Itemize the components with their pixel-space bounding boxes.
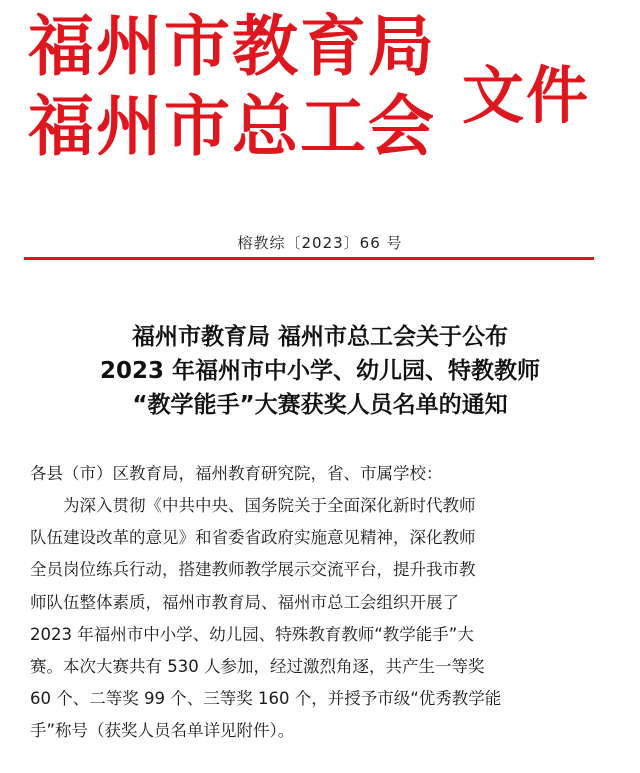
document-number: 榕教综〔2023〕66 号 [237, 234, 403, 252]
salutation: 各县（市）区教育局，福州教育研究院，省、市属学校： [30, 464, 443, 483]
body-line: 师队伍整体素质，福州市教育局、福州市总工会组织开展了 [30, 592, 459, 612]
issuer-education-bureau: 福州市教育局 [28, 7, 436, 85]
body-line: 为深入贯彻《中共中央、国务院关于全面深化新时代教师 [63, 496, 476, 515]
body-line: 全员岗位练兵行动，搭建教师教学展示交流平台，提升我市教 [30, 560, 476, 580]
body-line: 队伍建设改革的意见》和省委省政府实施意见精神，深化教师 [30, 528, 476, 548]
issuer-trade-union: 福州市总工会 [28, 87, 436, 165]
red-divider-line [24, 257, 594, 260]
body-paragraph [30, 490, 610, 748]
title-line: 2023 年福州市中小学、幼儿园、特教教师 [99, 358, 541, 384]
title-line: “教学能手”大赛获奖人员名单的通知 [132, 392, 508, 418]
document-title [0, 320, 640, 422]
body-line: 手”称号（获奖人员名单详见附件）。 [30, 721, 295, 741]
title-line: 福州市教育局 福州市总工会关于公布 [131, 324, 508, 350]
body-line: 60 个、二等奖 99 个、三等奖 160 个，并授予市级“优秀教学能 [30, 689, 502, 709]
document-type-label: 文件 [462, 59, 591, 132]
body-line: 2023 年福州市中小学、幼儿园、特殊教育教师“教学能手”大 [30, 624, 474, 644]
body-line: 赛。本次大赛共有 530 人参加，经过激烈角逐，共产生一等奖 [30, 657, 485, 677]
issuing-authorities [28, 6, 436, 166]
